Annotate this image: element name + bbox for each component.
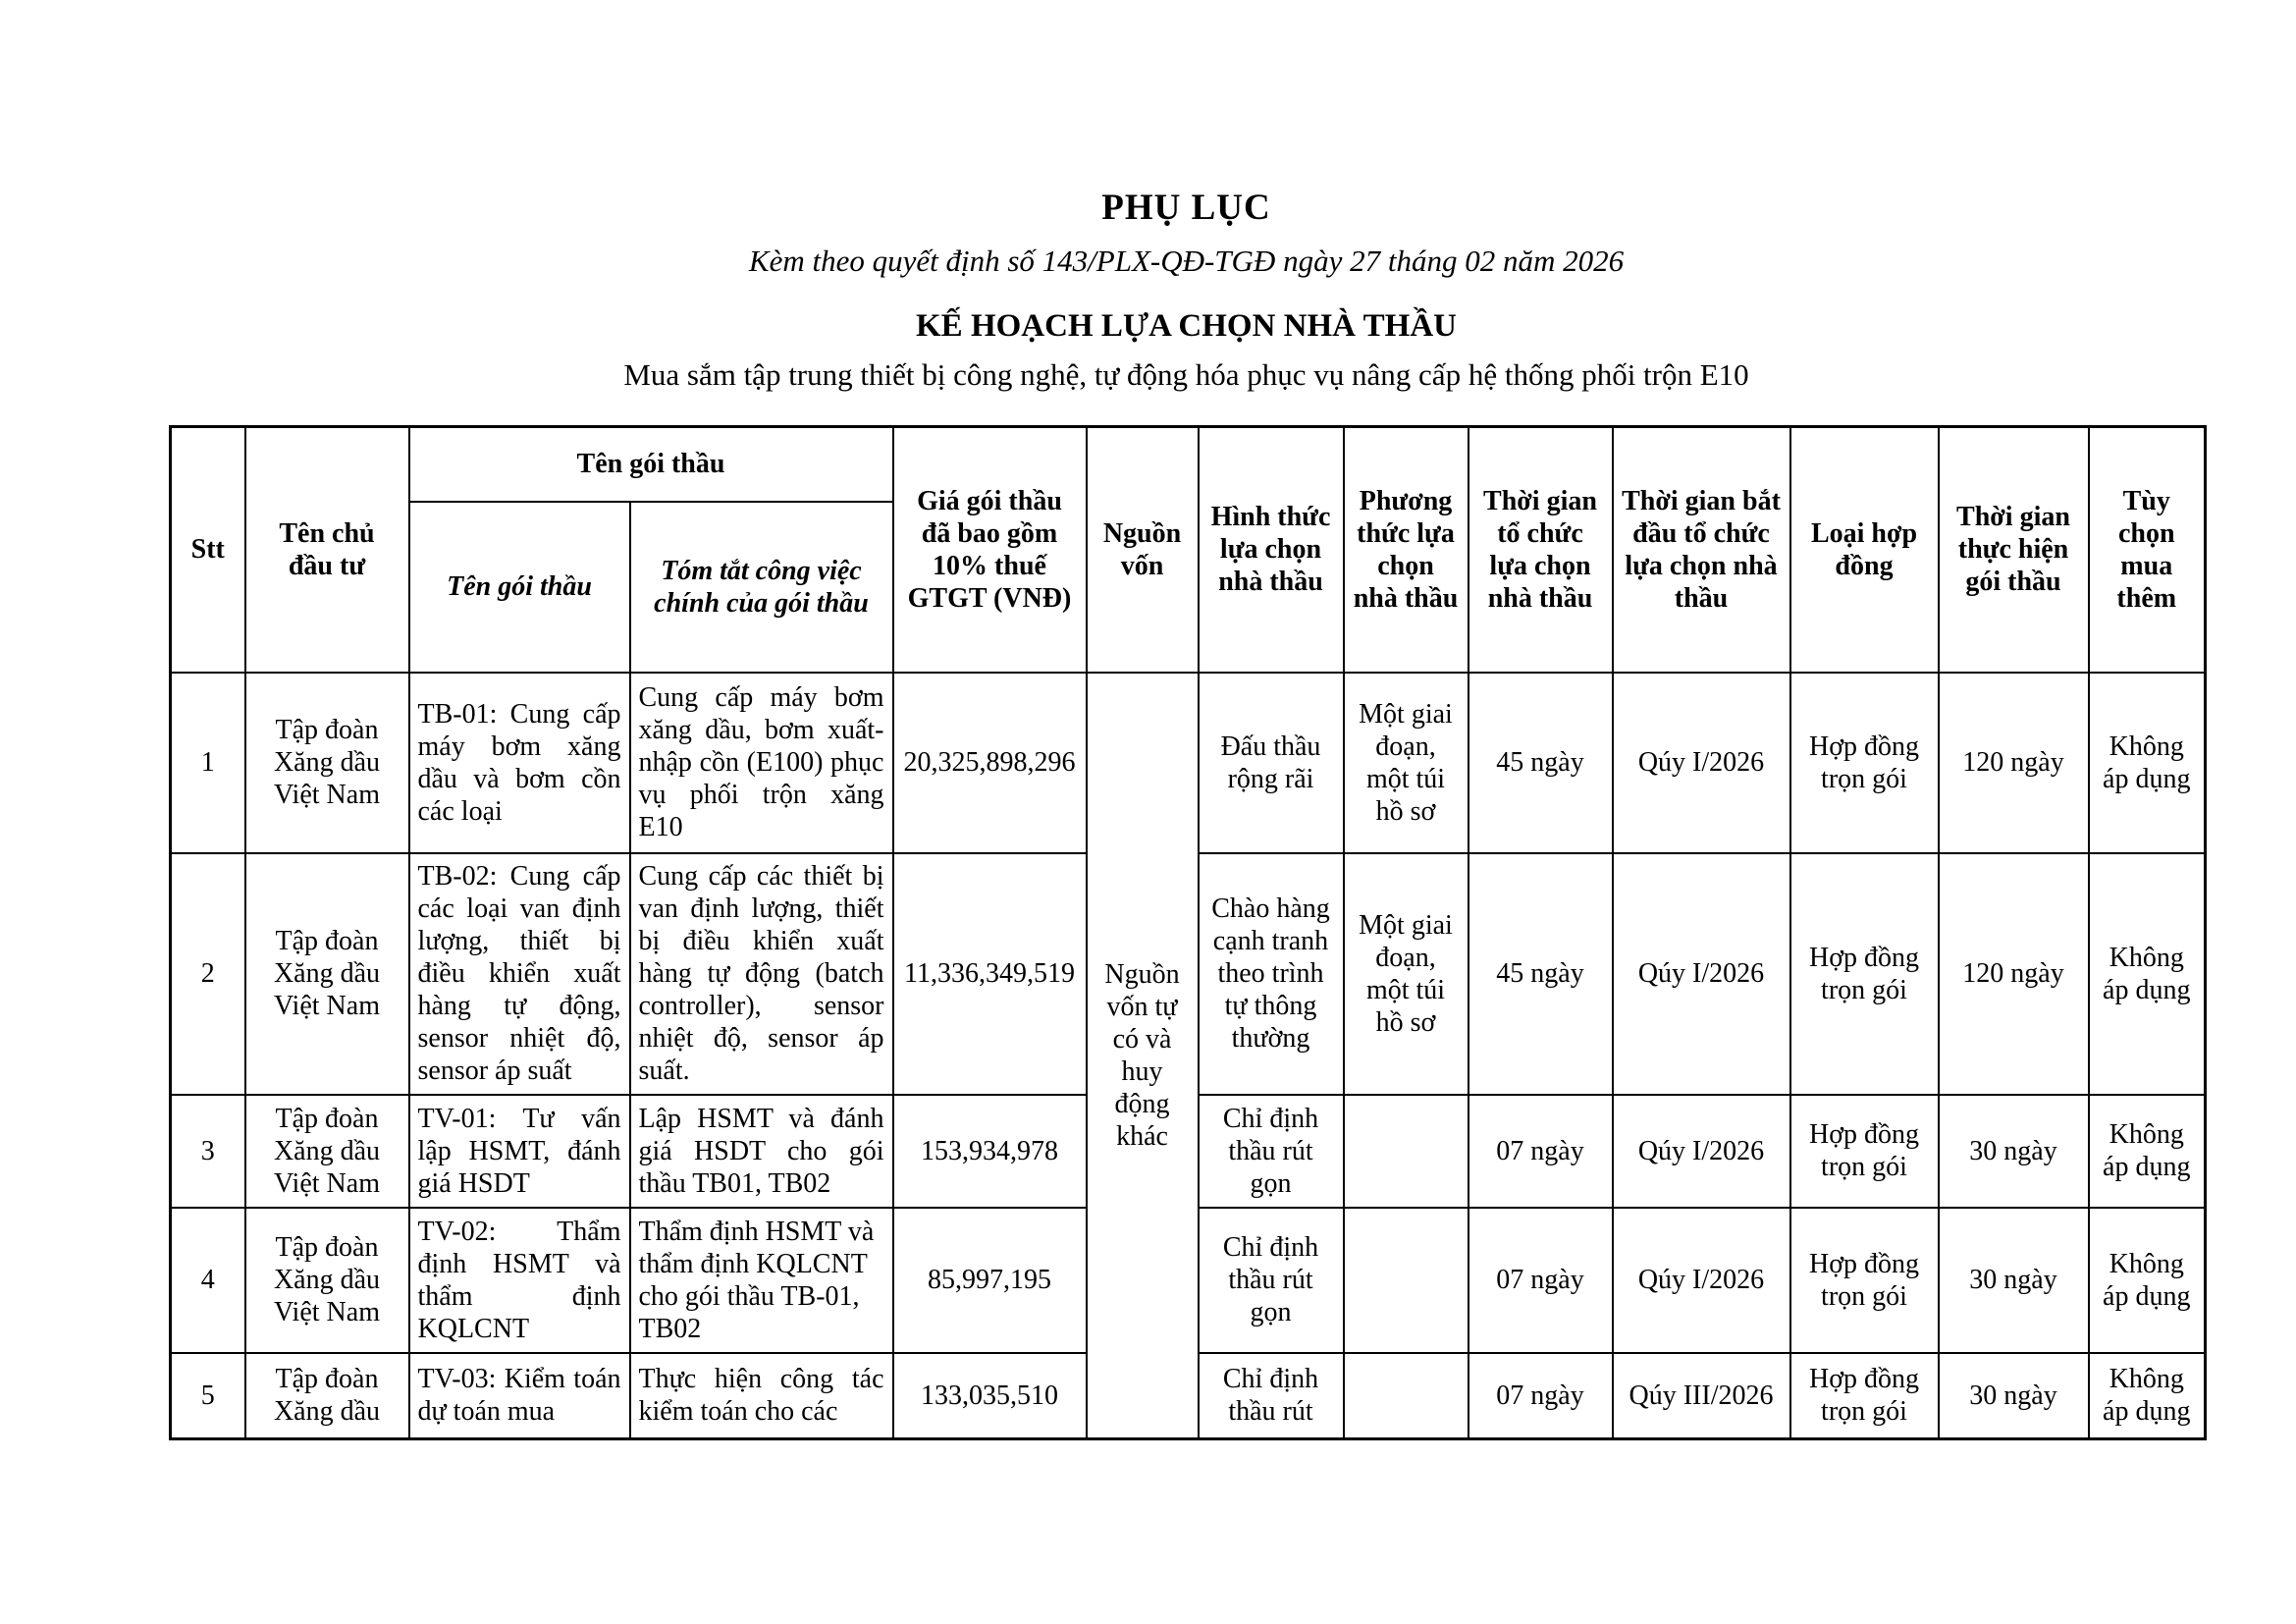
cell-stt bbox=[171, 1208, 245, 1353]
table-row bbox=[171, 673, 2206, 853]
cell-tom-tat bbox=[630, 1353, 893, 1439]
cell-loai-hop-dong bbox=[1790, 1095, 1939, 1208]
header-tuy-chon: Tùy chọn mua thêm bbox=[2089, 427, 2206, 673]
cell-gia-goi-thau bbox=[893, 1095, 1087, 1208]
table-header bbox=[171, 427, 2206, 673]
cell-gia-goi-thau bbox=[893, 1353, 1087, 1439]
header-row-1 bbox=[171, 427, 2206, 502]
cell-loai-hop-dong bbox=[1790, 853, 1939, 1095]
cell-ten-goi-thau bbox=[409, 853, 630, 1095]
cell-tom-tat-text: Thực hiện công tác kiểm toán cho các bbox=[638, 1364, 884, 1428]
cell-thoi-gian-bat-dau-text: Qúy III/2026 bbox=[1629, 1380, 1774, 1411]
cell-stt bbox=[171, 673, 245, 853]
cell-tuy-chon-text: Không áp dụng bbox=[2103, 942, 2191, 1005]
cell-gia-goi-thau-text: 20,325,898,296 bbox=[903, 747, 1076, 778]
cell-tom-tat-text: Cung cấp các thiết bị van định lượng, thiết bị điều khiển xuất hàng tự động (batch controller), sensor nhiệt độ, sensor áp suất. bbox=[638, 861, 884, 1086]
header-phuong-thuc: Phương thức lựa chọn nhà thầu bbox=[1344, 427, 1468, 673]
cell-ten-goi-thau-text: TV-02: Thẩm định HSMT và thẩm định KQLCNT bbox=[417, 1216, 621, 1344]
cell-gia-goi-thau bbox=[893, 673, 1087, 853]
cell-loai-hop-dong-text: Hợp đồng trọn gói bbox=[1808, 1119, 1920, 1182]
cell-hinh-thuc-text: Chào hàng cạnh tranh theo trình tự thông thường bbox=[1211, 893, 1330, 1054]
cell-loai-hop-dong-text: Hợp đồng trọn gói bbox=[1808, 1248, 1920, 1312]
cell-phuong-thuc-text: Một giai đoạn, một túi hồ sơ bbox=[1359, 698, 1453, 827]
cell-thoi-gian-thuc-hien bbox=[1939, 673, 2089, 853]
cell-ten-chu-dau-tu-text: Tập đoàn Xăng dầu Việt Nam bbox=[273, 715, 381, 810]
cell-hinh-thuc bbox=[1199, 1353, 1344, 1439]
cell-tuy-chon-text: Không áp dụng bbox=[2103, 1248, 2191, 1312]
cell-hinh-thuc bbox=[1199, 853, 1344, 1095]
cell-thoi-gian-to-chuc-text: 07 ngày bbox=[1496, 1380, 1584, 1411]
cell-stt-text: 3 bbox=[200, 1135, 215, 1166]
cell-hinh-thuc bbox=[1199, 1208, 1344, 1353]
cell-stt bbox=[171, 1353, 245, 1439]
header-nguon-von: Nguồn vốn bbox=[1087, 427, 1199, 673]
cell-gia-goi-thau-text: 85,997,195 bbox=[928, 1265, 1051, 1295]
cell-ten-goi-thau bbox=[409, 1095, 630, 1208]
cell-thoi-gian-to-chuc-text: 45 ngày bbox=[1496, 958, 1584, 989]
cell-hinh-thuc-text: Chỉ định thầu rút gọn bbox=[1222, 1232, 1319, 1327]
cell-thoi-gian-to-chuc bbox=[1468, 1208, 1613, 1353]
procurement-plan-table bbox=[169, 425, 2207, 1440]
cell-ten-goi-thau bbox=[409, 1208, 630, 1353]
cell-loai-hop-dong-text: Hợp đồng trọn gói bbox=[1808, 1364, 1920, 1428]
cell-ten-chu-dau-tu bbox=[245, 1095, 409, 1208]
cell-phuong-thuc bbox=[1344, 673, 1468, 853]
plan-heading: KẾ HOẠCH LỰA CHỌN NHÀ THẦU bbox=[916, 308, 1457, 344]
cell-gia-goi-thau bbox=[893, 853, 1087, 1095]
cell-tuy-chon bbox=[2089, 673, 2206, 853]
cell-gia-goi-thau-text: 133,035,510 bbox=[921, 1380, 1058, 1411]
cell-stt bbox=[171, 1095, 245, 1208]
cell-nguon-von bbox=[1087, 673, 1199, 1439]
cell-thoi-gian-bat-dau bbox=[1613, 1353, 1790, 1439]
cell-tuy-chon bbox=[2089, 1208, 2206, 1353]
cell-ten-chu-dau-tu bbox=[245, 673, 409, 853]
cell-hinh-thuc bbox=[1199, 1095, 1344, 1208]
cell-tuy-chon-text: Không áp dụng bbox=[2103, 1119, 2191, 1182]
cell-ten-chu-dau-tu-text: Tập đoàn Xăng dầu Việt Nam bbox=[273, 1232, 381, 1327]
cell-thoi-gian-bat-dau-text: Qúy I/2026 bbox=[1637, 958, 1765, 989]
cell-phuong-thuc bbox=[1344, 1353, 1468, 1439]
cell-ten-chu-dau-tu-text: Tập đoàn Xăng dầu Việt Nam bbox=[273, 1103, 381, 1199]
header-thoi-gian-thuc-hien: Thời gian thực hiện gói thầu bbox=[1939, 427, 2089, 673]
cell-thoi-gian-bat-dau-text: Qúy I/2026 bbox=[1637, 1135, 1765, 1166]
cell-thoi-gian-thuc-hien bbox=[1939, 853, 2089, 1095]
cell-tuy-chon-text: Không áp dụng bbox=[2103, 1364, 2191, 1428]
cell-tom-tat bbox=[630, 1208, 893, 1353]
cell-stt-text: 5 bbox=[200, 1380, 215, 1411]
cell-tom-tat bbox=[630, 853, 893, 1095]
cell-tom-tat-text: Lập HSMT và đánh giá HSDT cho gói thầu TB01, TB02 bbox=[638, 1103, 884, 1199]
cell-thoi-gian-to-chuc bbox=[1468, 1095, 1613, 1208]
page-title: PHỤ LỤC bbox=[1101, 188, 1271, 228]
cell-loai-hop-dong-text: Hợp đồng trọn gói bbox=[1808, 942, 1920, 1005]
cell-hinh-thuc bbox=[1199, 673, 1344, 853]
cell-thoi-gian-bat-dau bbox=[1613, 1095, 1790, 1208]
cell-hinh-thuc-text: Chỉ định thầu rút bbox=[1222, 1364, 1319, 1428]
cell-stt bbox=[171, 853, 245, 1095]
header-stt: Stt bbox=[171, 427, 245, 673]
header-thoi-gian-to-chuc: Thời gian tổ chức lựa chọn nhà thầu bbox=[1468, 427, 1613, 673]
cell-phuong-thuc bbox=[1344, 1208, 1468, 1353]
cell-hinh-thuc-text: Chỉ định thầu rút gọn bbox=[1222, 1103, 1319, 1199]
cell-thoi-gian-to-chuc bbox=[1468, 1353, 1613, 1439]
header-ten-goi-thau-group: Tên gói thầu bbox=[409, 427, 893, 502]
cell-tuy-chon bbox=[2089, 1095, 2206, 1208]
header-gia-goi-thau: Giá gói thầu đã bao gồm 10% thuế GTGT (VNĐ) bbox=[893, 427, 1087, 673]
cell-loai-hop-dong bbox=[1790, 673, 1939, 853]
cell-tom-tat bbox=[630, 1095, 893, 1208]
cell-thoi-gian-bat-dau-text: Qúy I/2026 bbox=[1637, 1265, 1765, 1295]
cell-ten-goi-thau-text: TB-02: Cung cấp các loại van định lượng, thiết bị điều khiển xuất hàng tự động, sensor nhiệt độ, sensor áp suất bbox=[417, 861, 621, 1086]
cell-thoi-gian-to-chuc bbox=[1468, 853, 1613, 1095]
header-hinh-thuc: Hình thức lựa chọn nhà thầu bbox=[1199, 427, 1344, 673]
cell-thoi-gian-to-chuc-text: 07 ngày bbox=[1496, 1265, 1584, 1295]
table-body bbox=[171, 673, 2206, 1439]
cell-stt-text: 2 bbox=[200, 958, 215, 989]
cell-ten-chu-dau-tu-text: Tập đoàn Xăng dầu Việt Nam bbox=[273, 926, 381, 1021]
cell-ten-goi-thau bbox=[409, 673, 630, 853]
cell-stt-text: 4 bbox=[200, 1265, 215, 1295]
header-thoi-gian-bat-dau: Thời gian bắt đầu tổ chức lựa chọn nhà thầu bbox=[1613, 427, 1790, 673]
plan-subheading: Mua sắm tập trung thiết bị công nghệ, tự động hóa phục vụ nâng cấp hệ thống phối trộn E10 bbox=[623, 357, 1749, 392]
cell-tuy-chon-text: Không áp dụng bbox=[2103, 731, 2191, 794]
cell-hinh-thuc-text: Đấu thầu rộng rãi bbox=[1220, 731, 1321, 794]
cell-tom-tat-text: Thẩm định HSMT và thẩm định KQLCNT cho gói thầu TB-01, TB02 bbox=[638, 1216, 875, 1344]
cell-loai-hop-dong bbox=[1790, 1208, 1939, 1353]
cell-gia-goi-thau-text: 153,934,978 bbox=[921, 1135, 1058, 1166]
cell-ten-chu-dau-tu bbox=[245, 1353, 409, 1439]
cell-tuy-chon bbox=[2089, 1353, 2206, 1439]
cell-ten-chu-dau-tu bbox=[245, 853, 409, 1095]
cell-thoi-gian-bat-dau bbox=[1613, 673, 1790, 853]
cell-thoi-gian-to-chuc-text: 07 ngày bbox=[1496, 1135, 1584, 1166]
header-loai-hop-dong: Loại hợp đồng bbox=[1790, 427, 1939, 673]
cell-loai-hop-dong bbox=[1790, 1353, 1939, 1439]
cell-thoi-gian-thuc-hien-text: 30 ngày bbox=[1969, 1380, 2057, 1411]
cell-thoi-gian-bat-dau bbox=[1613, 1208, 1790, 1353]
cell-ten-goi-thau bbox=[409, 1353, 630, 1439]
cell-stt-text: 1 bbox=[200, 747, 215, 778]
cell-thoi-gian-to-chuc-text: 45 ngày bbox=[1496, 747, 1584, 778]
cell-thoi-gian-thuc-hien-text: 30 ngày bbox=[1969, 1265, 2057, 1295]
cell-ten-goi-thau-text: TB-01: Cung cấp máy bơm xăng dầu và bơm cồn các loại bbox=[417, 698, 621, 827]
cell-thoi-gian-bat-dau bbox=[1613, 853, 1790, 1095]
cell-ten-goi-thau-text: TV-03: Kiểm toán dự toán mua bbox=[417, 1364, 621, 1428]
cell-phuong-thuc bbox=[1344, 1095, 1468, 1208]
header-ten-chu-dau-tu: Tên chủ đầu tư bbox=[245, 427, 409, 673]
cell-thoi-gian-thuc-hien-text: 30 ngày bbox=[1969, 1135, 2057, 1166]
cell-gia-goi-thau bbox=[893, 1208, 1087, 1353]
cell-thoi-gian-to-chuc bbox=[1468, 673, 1613, 853]
cell-thoi-gian-thuc-hien-text: 120 ngày bbox=[1962, 958, 2064, 989]
cell-ten-goi-thau-text: TV-01: Tư vấn lập HSMT, đánh giá HSDT bbox=[417, 1103, 621, 1199]
cell-thoi-gian-thuc-hien bbox=[1939, 1095, 2089, 1208]
cell-loai-hop-dong-text: Hợp đồng trọn gói bbox=[1808, 731, 1920, 794]
cell-thoi-gian-bat-dau-text: Qúy I/2026 bbox=[1637, 747, 1765, 778]
header-tom-tat: Tóm tắt công việc chính của gói thầu bbox=[630, 502, 893, 673]
cell-phuong-thuc-text: Một giai đoạn, một túi hồ sơ bbox=[1359, 909, 1453, 1038]
cell-tom-tat bbox=[630, 673, 893, 853]
cell-tom-tat-text: Cung cấp máy bơm xăng dầu, bơm xuất-nhập cồn (E100) phục vụ phối trộn xăng E10 bbox=[638, 682, 884, 842]
page-subtitle: Kèm theo quyết định số 143/PLX-QĐ-TGĐ ngày 27 tháng 02 năm 2026 bbox=[748, 244, 1625, 278]
cell-thoi-gian-thuc-hien bbox=[1939, 1353, 2089, 1439]
cell-ten-chu-dau-tu-text: Tập đoàn Xăng dầu bbox=[273, 1364, 381, 1428]
cell-thoi-gian-thuc-hien bbox=[1939, 1208, 2089, 1353]
header-ten-goi-thau: Tên gói thầu bbox=[409, 502, 630, 673]
cell-ten-chu-dau-tu bbox=[245, 1208, 409, 1353]
cell-phuong-thuc bbox=[1344, 853, 1468, 1095]
cell-nguon-von-text: Nguồn vốn tự có và huy động khác bbox=[1104, 958, 1180, 1152]
cell-thoi-gian-thuc-hien-text: 120 ngày bbox=[1962, 747, 2064, 778]
cell-tuy-chon bbox=[2089, 853, 2206, 1095]
cell-gia-goi-thau-text: 11,336,349,519 bbox=[904, 958, 1075, 989]
